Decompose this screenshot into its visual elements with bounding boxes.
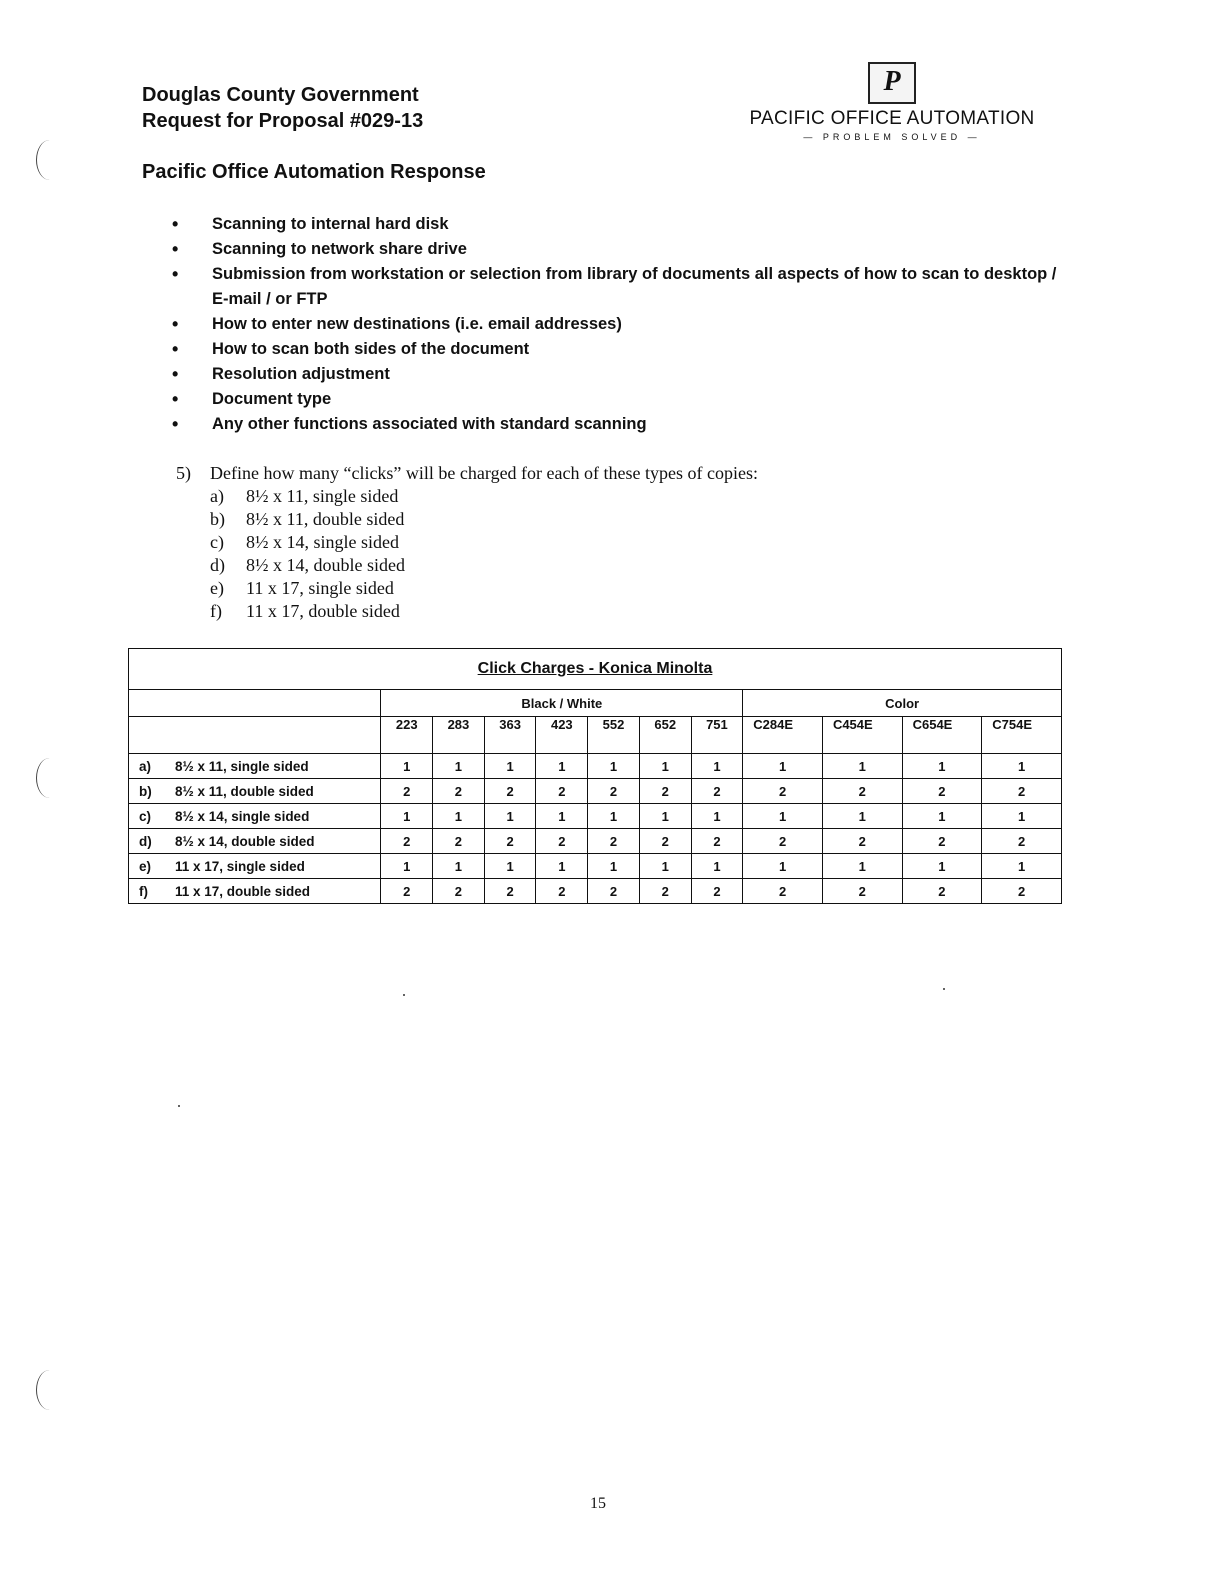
- table-row: [129, 854, 1062, 879]
- model-header-652: 652: [639, 717, 691, 754]
- click-count-cell: 2: [639, 829, 691, 854]
- list-item: • How to scan both sides of the document: [172, 337, 1072, 362]
- model-header-423: 423: [536, 717, 588, 754]
- logo-company-name: PACIFIC OFFICE AUTOMATION: [749, 108, 1035, 129]
- click-count-cell: 1: [484, 804, 536, 829]
- click-count-cell: 1: [822, 804, 902, 829]
- click-count-cell: 1: [536, 804, 588, 829]
- click-count-cell: 2: [484, 879, 536, 904]
- group-header-color: Color: [743, 690, 1062, 717]
- click-count-cell: 1: [743, 854, 823, 879]
- click-count-cell: 1: [691, 754, 743, 779]
- click-count-cell: 1: [822, 854, 902, 879]
- click-count-cell: 1: [639, 804, 691, 829]
- click-count-cell: 1: [902, 854, 982, 879]
- model-header-223: 223: [381, 717, 433, 754]
- click-count-cell: 2: [691, 829, 743, 854]
- table-row: [129, 779, 1062, 804]
- row-label: [129, 879, 381, 904]
- click-count-cell: 2: [433, 779, 485, 804]
- question-item: b) 8½ x 11, double sided: [210, 509, 405, 529]
- list-item: • How to enter new destinations (i.e. email addresses): [172, 312, 1072, 337]
- click-count-cell: 2: [639, 779, 691, 804]
- click-count-cell: 2: [433, 829, 485, 854]
- binder-hole-mark: [36, 758, 63, 798]
- click-count-cell: 2: [484, 829, 536, 854]
- list-item: • Document type: [172, 387, 1072, 412]
- click-count-cell: 2: [982, 829, 1062, 854]
- click-count-cell: 1: [691, 854, 743, 879]
- table-row: [129, 804, 1062, 829]
- table-row: [129, 754, 1062, 779]
- question-number: 5): [176, 463, 191, 483]
- list-item: • Scanning to network share drive: [172, 237, 1072, 262]
- company-logo: [742, 62, 1042, 142]
- click-count-cell: 2: [639, 879, 691, 904]
- click-count-cell: 1: [433, 804, 485, 829]
- click-count-cell: 2: [588, 879, 640, 904]
- page-number: 15: [590, 1495, 606, 1512]
- click-count-cell: 2: [433, 879, 485, 904]
- binder-hole-mark: [36, 1370, 63, 1410]
- click-count-cell: 1: [381, 804, 433, 829]
- model-header-c654e: C654E: [902, 717, 982, 754]
- binder-hole-mark: [36, 140, 63, 180]
- click-count-cell: 1: [536, 854, 588, 879]
- click-charges-table: [128, 648, 1062, 904]
- click-count-cell: 2: [588, 779, 640, 804]
- row-letter: c): [139, 808, 152, 824]
- click-count-cell: 1: [691, 804, 743, 829]
- response-title: Pacific Office Automation Response: [142, 161, 486, 183]
- click-count-cell: 1: [639, 754, 691, 779]
- scan-speck: [403, 994, 405, 996]
- row-label: [129, 779, 381, 804]
- list-item: • Resolution adjustment: [172, 362, 1072, 387]
- click-count-cell: 1: [484, 754, 536, 779]
- click-count-cell: 2: [822, 879, 902, 904]
- row-description: 11 x 17, single sided: [175, 858, 305, 874]
- click-count-cell: 2: [743, 779, 823, 804]
- click-count-cell: 2: [743, 829, 823, 854]
- click-count-cell: 1: [433, 854, 485, 879]
- row-label: [129, 829, 381, 854]
- scanning-topics-list: [172, 212, 1072, 437]
- table-row: [129, 829, 1062, 854]
- table-title: Click Charges - Konica Minolta: [129, 649, 1062, 690]
- row-label: [129, 854, 381, 879]
- click-count-cell: 1: [588, 754, 640, 779]
- click-count-cell: 2: [822, 779, 902, 804]
- row-letter: e): [139, 858, 152, 874]
- click-count-cell: 2: [691, 779, 743, 804]
- pacific-office-automation-logo-icon: P: [868, 62, 916, 104]
- list-item: • Any other functions associated with standard scanning: [172, 412, 1072, 437]
- click-count-cell: 1: [536, 754, 588, 779]
- model-header-283: 283: [433, 717, 485, 754]
- scan-speck: [943, 988, 945, 990]
- click-count-cell: 2: [536, 779, 588, 804]
- click-count-cell: 2: [588, 829, 640, 854]
- click-count-cell: 2: [982, 879, 1062, 904]
- click-count-cell: 2: [691, 879, 743, 904]
- model-header-c284e: C284E: [743, 717, 823, 754]
- click-count-cell: 2: [484, 779, 536, 804]
- click-count-cell: 2: [822, 829, 902, 854]
- row-label: [129, 754, 381, 779]
- row-description: 8½ x 14, double sided: [175, 833, 315, 849]
- empty-cell: [129, 717, 381, 754]
- click-count-cell: 2: [902, 779, 982, 804]
- list-item: • Scanning to internal hard disk: [172, 212, 1072, 237]
- click-count-cell: 2: [381, 879, 433, 904]
- row-description: 8½ x 11, double sided: [175, 783, 314, 799]
- row-letter: d): [139, 833, 152, 849]
- click-count-cell: 1: [639, 854, 691, 879]
- row-description: 11 x 17, double sided: [175, 883, 311, 899]
- click-count-cell: 1: [982, 804, 1062, 829]
- row-description: 8½ x 14, single sided: [175, 808, 310, 824]
- click-count-cell: 1: [381, 754, 433, 779]
- click-count-cell: 2: [982, 779, 1062, 804]
- click-count-cell: 1: [588, 804, 640, 829]
- row-letter: f): [139, 883, 148, 899]
- row-letter: a): [139, 758, 152, 774]
- click-count-cell: 1: [902, 804, 982, 829]
- question-item: d) 8½ x 14, double sided: [210, 555, 405, 575]
- model-header-751: 751: [691, 717, 743, 754]
- list-item: • Submission from workstation or selection from library of documents all aspects of how to scan to desktop / E-mail / or FTP: [172, 262, 1072, 312]
- click-count-cell: 1: [982, 854, 1062, 879]
- click-count-cell: 2: [902, 829, 982, 854]
- logo-tagline: — PROBLEM SOLVED —: [803, 132, 981, 142]
- click-count-cell: 1: [381, 854, 433, 879]
- click-count-cell: 1: [743, 804, 823, 829]
- empty-cell: [129, 690, 381, 717]
- row-description: 8½ x 11, single sided: [175, 758, 309, 774]
- click-count-cell: 2: [536, 879, 588, 904]
- header-rfp-number: Request for Proposal #029-13: [142, 110, 424, 132]
- document-header: [142, 82, 423, 134]
- question-item: e) 11 x 17, single sided: [210, 578, 394, 598]
- click-count-cell: 2: [743, 879, 823, 904]
- question-item: c) 8½ x 14, single sided: [210, 532, 399, 552]
- click-count-cell: 1: [433, 754, 485, 779]
- click-count-cell: 1: [743, 754, 823, 779]
- click-count-cell: 2: [381, 779, 433, 804]
- model-header-363: 363: [484, 717, 536, 754]
- group-header-bw: Black / White: [381, 690, 743, 717]
- question-item: f) 11 x 17, double sided: [210, 601, 400, 621]
- header-organization: Douglas County Government: [142, 84, 419, 106]
- model-header-552: 552: [588, 717, 640, 754]
- click-count-cell: 1: [588, 854, 640, 879]
- row-letter: b): [139, 783, 152, 799]
- scan-speck: [178, 1105, 180, 1107]
- question-text: Define how many “clicks” will be charged for each of these types of copies:: [210, 463, 758, 483]
- click-count-cell: 2: [536, 829, 588, 854]
- model-header-c754e: C754E: [982, 717, 1062, 754]
- click-count-cell: 2: [902, 879, 982, 904]
- click-count-cell: 1: [822, 754, 902, 779]
- model-header-c454e: C454E: [822, 717, 902, 754]
- click-count-cell: 1: [982, 754, 1062, 779]
- click-count-cell: 1: [902, 754, 982, 779]
- question-item: a) 8½ x 11, single sided: [210, 486, 399, 506]
- table-row: [129, 879, 1062, 904]
- click-count-cell: 2: [381, 829, 433, 854]
- question-5: [176, 462, 758, 623]
- click-count-cell: 1: [484, 854, 536, 879]
- row-label: [129, 804, 381, 829]
